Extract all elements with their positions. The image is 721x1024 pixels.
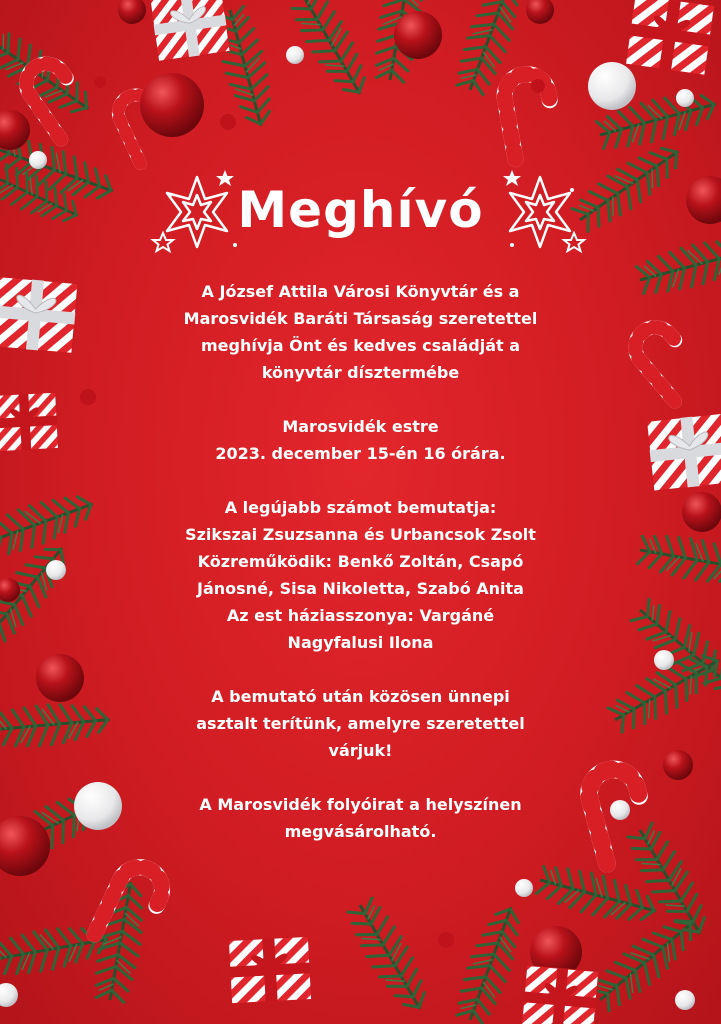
invitation-title: Meghívó [237,181,484,239]
text-line: A József Attila Városi Könyvtár és a [201,282,520,301]
text-line: várjuk! [328,741,393,760]
dinner-paragraph [140,683,581,764]
text-line: Marosvidék Baráti Társaság szeretettel [183,309,538,328]
text-line: Jánosné, Sisa Nikoletta, Szabó Anita [197,579,524,598]
text-line: Marosvidék estre [282,417,439,436]
text-line: Az est háziasszonya: Vargáné [226,606,495,625]
text-line: A Marosvidék folyóirat a helyszínen [199,795,522,814]
invitation-content [140,170,581,872]
text-line: Közreműködik: Benkő Zoltán, Csapó [197,552,524,571]
text-line: megvásárolható. [284,822,437,841]
text-line: A bemutató után közösen ünnepi [211,687,510,706]
text-line: asztalt terítünk, amelyre szeretettel [196,714,525,733]
invitation-body [140,278,581,845]
text-line: meghívja Önt és kedves családját a [200,336,520,355]
presenters-paragraph [140,494,581,656]
intro-paragraph [140,278,581,386]
text-line: A legújabb számot bemutatja: [224,498,497,517]
text-line: 2023. december 15-én 16 órára. [215,444,506,463]
purchase-paragraph [140,791,581,845]
text-line: Szikszai Zsuzsanna és Urbancsok Zsolt [185,525,536,544]
text-line: Nagyfalusi Ilona [287,633,434,652]
text-line: könyvtár dísztermébe [261,363,460,382]
event-date-paragraph [140,413,581,467]
